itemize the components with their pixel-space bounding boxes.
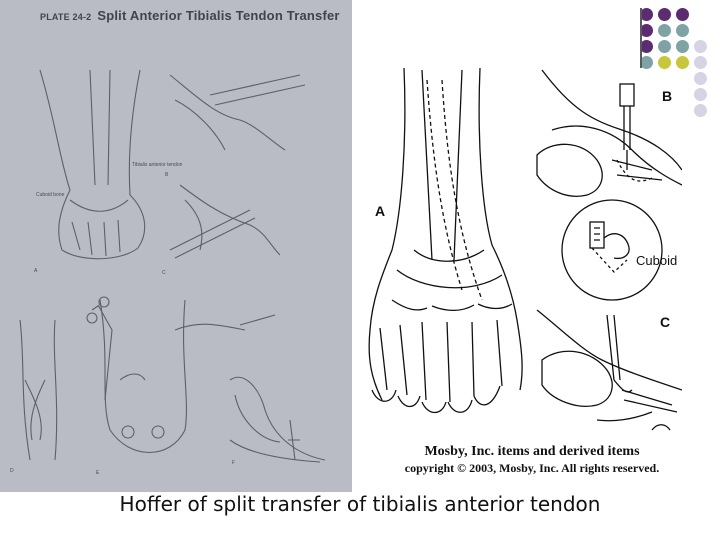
surgical-illustration bbox=[352, 60, 682, 440]
cuboid-label: Cuboid bbox=[636, 253, 678, 268]
dot-lavender bbox=[694, 104, 707, 117]
dot-teal bbox=[658, 40, 671, 53]
photo-plate bbox=[0, 0, 352, 492]
cuboid-label: Cuboid bone bbox=[36, 192, 65, 198]
credit-line-2: copyright © 2003, Mosby, Inc. All rights reserved. bbox=[404, 461, 660, 475]
plate-letter-a: A bbox=[34, 268, 38, 274]
figure-letter-a: A bbox=[375, 203, 386, 219]
dot-teal bbox=[676, 24, 689, 37]
dot-purple bbox=[658, 8, 671, 21]
plate-sketches bbox=[0, 0, 352, 492]
dot-lavender bbox=[694, 40, 707, 53]
dot-lavender bbox=[694, 88, 707, 101]
tibialis-label: Tibialis anterior tendon bbox=[132, 162, 183, 168]
plate-number: PLATE 24-2 bbox=[40, 12, 92, 22]
dot-lavender bbox=[694, 72, 707, 85]
plate-letter-e: E bbox=[96, 470, 100, 476]
figure-letter-c: C bbox=[660, 314, 671, 330]
plate-letter-c: C bbox=[162, 270, 166, 276]
plate-letter-f: F bbox=[232, 460, 236, 466]
dot-lavender bbox=[694, 56, 707, 69]
decorative-divider-line bbox=[640, 8, 642, 68]
slide-caption: Hoffer of split transfer of tibialis anterior tendon bbox=[119, 492, 601, 516]
plate-heading: Split Anterior Tibialis Tendon Transfer bbox=[97, 8, 340, 23]
dot-purple bbox=[676, 8, 689, 21]
dot-teal bbox=[658, 24, 671, 37]
dot-teal bbox=[676, 40, 689, 53]
figure-letter-b: B bbox=[662, 88, 673, 104]
plate-letter-b: B bbox=[165, 172, 169, 178]
credit-line-1: Mosby, Inc. items and derived items bbox=[424, 444, 640, 459]
plate-letter-d: D bbox=[10, 468, 14, 474]
